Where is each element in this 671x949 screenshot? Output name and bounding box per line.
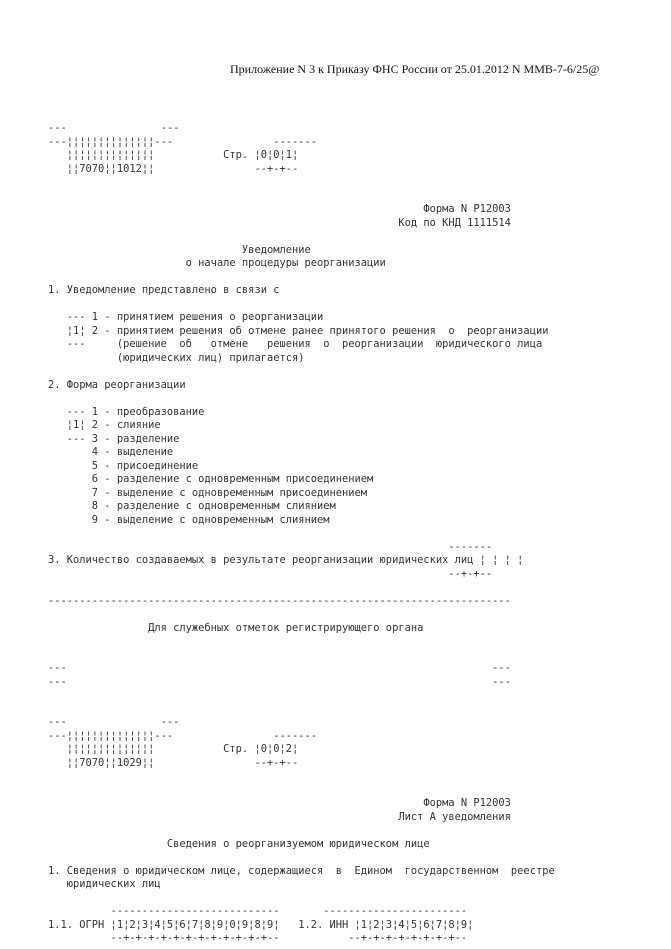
- form-line: [48, 649, 648, 663]
- form-line: [48, 176, 648, 190]
- form-line: Для служебных отметок регистрирующего органа: [48, 621, 424, 634]
- form-line: --- ---: [48, 716, 180, 728]
- form-line: --+-+--: [48, 567, 493, 580]
- form-body: [48, 122, 648, 946]
- form-line: [48, 892, 648, 906]
- form-line: --------------------------------------------------------------------------: [48, 594, 511, 607]
- form-line: [48, 392, 648, 406]
- appendix-header: Приложение N 3 к Приказу ФНС России от 25.01.2012 N ММВ-7-6/25@: [230, 62, 600, 76]
- form-line: 3. Количество создаваемых в результате реорганизации юридических лиц ¦ ¦ ¦ ¦: [48, 554, 524, 566]
- form-line: --- ---: [48, 662, 511, 674]
- form-line: --- 3 - разделение: [48, 432, 180, 445]
- form-line: ---¦¦¦¦¦¦¦¦¦¦¦¦¦¦--- -------: [48, 135, 317, 148]
- form-line: [48, 770, 648, 784]
- form-line: [48, 784, 648, 798]
- form-line: ¦1¦ 2 - слияние: [48, 419, 161, 431]
- form-line: [48, 581, 648, 595]
- form-line: [48, 365, 648, 379]
- form-line: о начале процедуры реорганизации: [48, 257, 386, 269]
- form-line: Форма N Р12003: [48, 797, 511, 809]
- form-line: 7 - выделение с одновременным присоединением: [48, 486, 368, 499]
- form-line: [48, 608, 648, 622]
- form-line: [48, 527, 648, 541]
- form-line: [48, 190, 648, 204]
- form-line: 2. Форма реорганизации: [48, 378, 186, 391]
- form-line: 1.1. ОГРН ¦1¦2¦3¦4¦5¦6¦7¦8¦9¦0¦9¦8¦9¦ 1.2. ИНН ¦1¦2¦3¦4¦5¦6¦7¦8¦9¦: [48, 918, 474, 931]
- form-line: ¦¦¦¦¦¦¦¦¦¦¦¦¦¦ Стр. ¦0¦0¦1¦: [48, 149, 299, 161]
- form-line: --------------------------- -----------------------: [48, 905, 468, 917]
- form-line: -------: [48, 540, 493, 553]
- form-line: ¦1¦ 2 - принятием решения об отмене ранее принятого решения о реорганизации: [48, 324, 549, 337]
- form-line: ---¦¦¦¦¦¦¦¦¦¦¦¦¦¦--- -------: [48, 729, 317, 742]
- form-line: --- (решение об отмене решения о реорганизации юридического лица: [48, 338, 543, 350]
- form-line: Сведения о реорганизуемом юридическом лице: [48, 837, 430, 850]
- form-line: --- ---: [48, 675, 511, 688]
- form-line: [48, 298, 648, 312]
- form-line: [48, 230, 648, 244]
- form-line: [48, 824, 648, 838]
- form-line: ¦¦¦¦¦¦¦¦¦¦¦¦¦¦ Стр. ¦0¦0¦2¦: [48, 743, 299, 755]
- form-line: [48, 271, 648, 285]
- form-line: 1. Уведомление представлено в связи с: [48, 284, 280, 296]
- form-line: [48, 851, 648, 865]
- form-line: 5 - присоединение: [48, 459, 199, 472]
- form-line: Уведомление: [48, 243, 311, 256]
- form-line: --+-+-+-+-+-+-+-+-+-+-+-+-- --+-+-+-+-+-+-+-+--: [48, 932, 468, 944]
- form-line: Форма N Р12003: [48, 203, 511, 215]
- form-line: [48, 689, 648, 703]
- form-line: --- ---: [48, 122, 180, 134]
- form-line: Лист А уведомления: [48, 810, 511, 823]
- form-line: 9 - выделение с одновременным слиянием: [48, 513, 330, 526]
- form-line: ¦¦7070¦¦1012¦¦ --+-+--: [48, 162, 299, 175]
- form-line: 4 - выделение: [48, 446, 174, 458]
- form-line: 8 - разделение с одновременным слиянием: [48, 500, 336, 512]
- form-line: 1. Сведения о юридическом лице, содержащиеся в Едином государственном реестре: [48, 864, 555, 877]
- form-line: юридических лиц: [48, 878, 161, 890]
- form-line: Код по КНД 1111514: [48, 216, 511, 229]
- form-line: 6 - разделение с одновременным присоединением: [48, 473, 374, 485]
- form-line: (юридических лиц) прилагается): [48, 351, 305, 364]
- form-line: ¦¦7070¦¦1029¦¦ --+-+--: [48, 756, 299, 769]
- form-line: [48, 635, 648, 649]
- form-line: --- 1 - принятием решения о реорганизации: [48, 311, 324, 323]
- form-line: --- 1 - преобразование: [48, 405, 205, 418]
- form-line: [48, 703, 648, 717]
